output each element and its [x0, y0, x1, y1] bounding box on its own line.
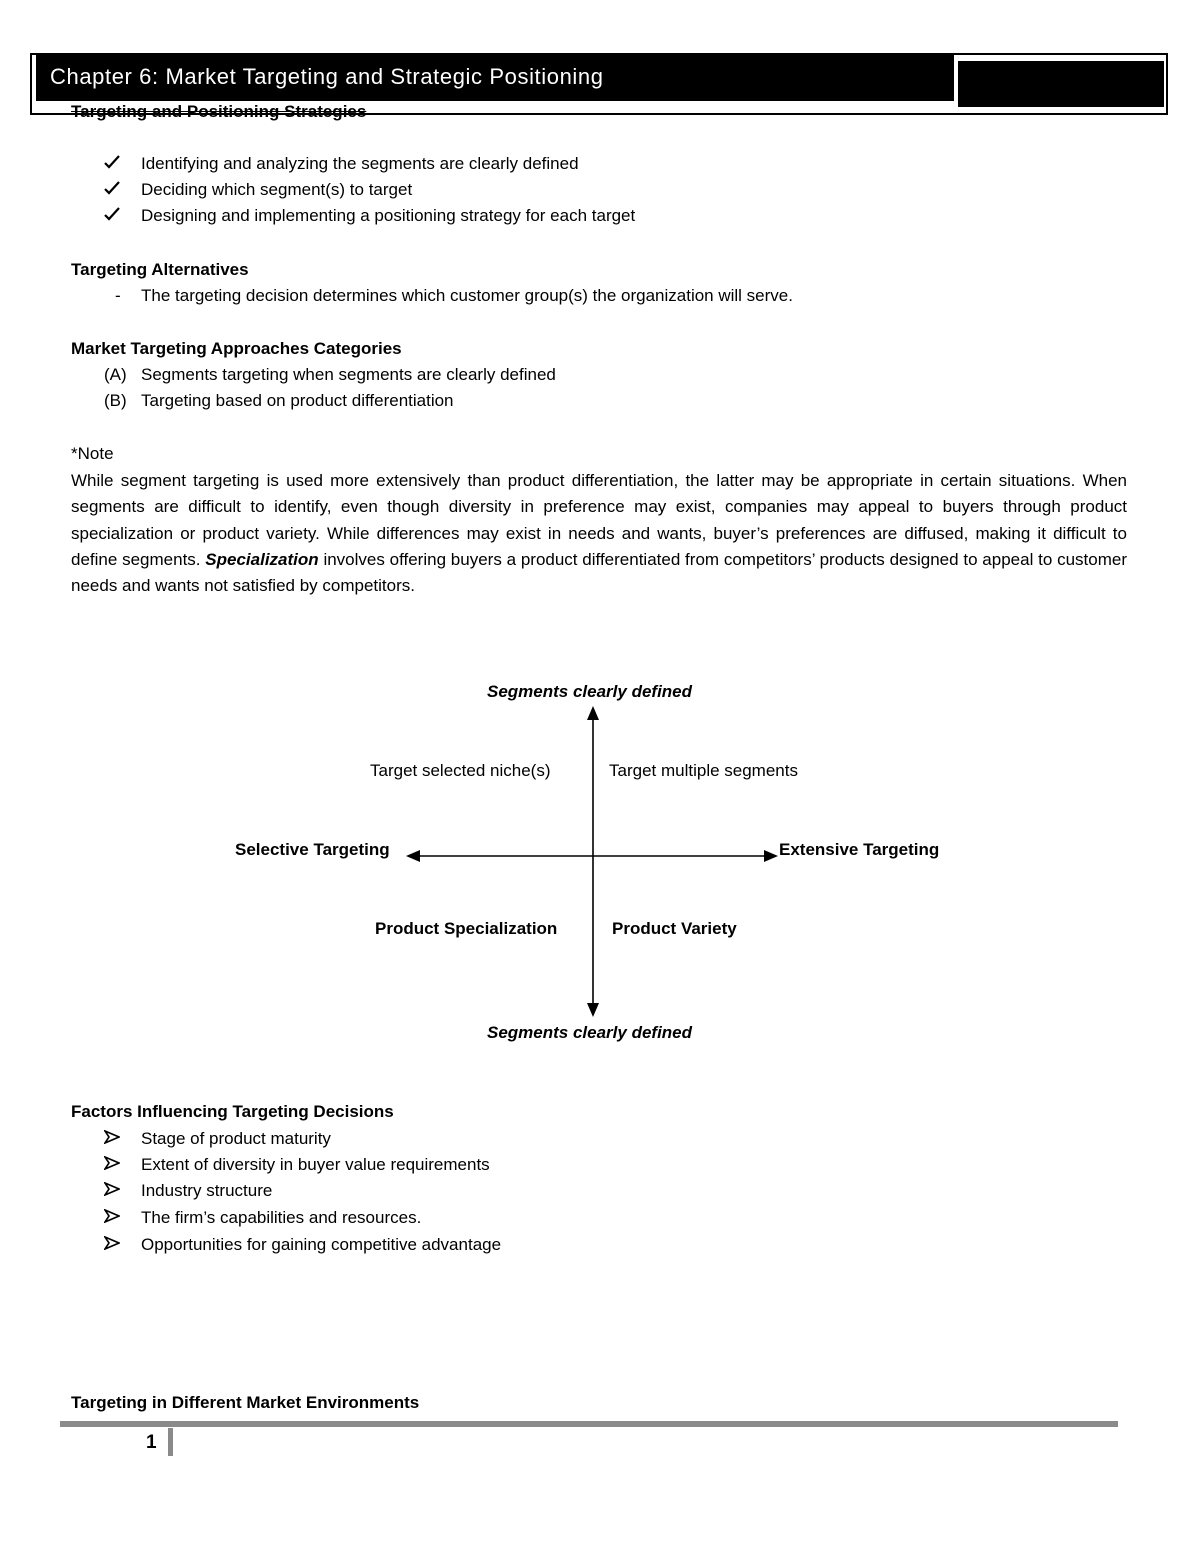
note-emphasis: Specialization	[205, 549, 319, 569]
list-item: The firm’s capabilities and resources.	[104, 1208, 421, 1228]
note-paragraph: While segment targeting is used more extensively than product differentiation, the latter may be appropriate in certain situations. When segments are difficult to identify, even though diversity in preference may exist, companies may appeal to buyers through product specialization or product variety. While differences may exist in needs and wants, buyer’s preferences are diffused, making it difficult to define segments. Specialization involves offering buyers a product differentiated from competitors’ products designed to appeal to customer needs and wants not satisfied by competitors.	[71, 471, 1127, 596]
quadrant-bottom-right: Product Variety	[612, 919, 737, 938]
check-icon	[104, 206, 141, 226]
quadrant-top-left: Target selected niche(s)	[370, 761, 551, 780]
check-icon	[104, 180, 141, 200]
section-title-environments: Targeting in Different Market Environments	[71, 1393, 420, 1412]
diagram-left-label: Selective Targeting	[235, 840, 390, 859]
list-item: Identifying and analyzing the segments are clearly defined	[104, 154, 579, 174]
list-item: Opportunities for gaining competitive advantage	[104, 1235, 501, 1255]
section-title-strategies: Targeting and Positioning Strategies	[71, 102, 367, 121]
header-right-box	[958, 61, 1164, 107]
page-title: Chapter 6: Market Targeting and Strategic Positioning	[50, 64, 604, 89]
arrowhead-bullet-icon	[104, 1181, 141, 1201]
quadrant-bottom-left: Product Specialization	[375, 919, 558, 938]
footer-rule	[60, 1421, 1118, 1427]
diagram-right-label: Extensive Targeting	[779, 840, 940, 859]
arrowhead-bullet-icon	[104, 1129, 141, 1149]
section-title-approaches: Market Targeting Approaches Categories	[71, 339, 402, 358]
axis-arrow-left-icon	[406, 850, 420, 862]
axis-arrow-right-icon	[764, 850, 778, 862]
list-item: Extent of diversity in buyer value requirements	[104, 1155, 490, 1175]
axis-arrow-up-icon	[587, 706, 599, 720]
list-item: (A) Segments targeting when segments are clearly defined	[104, 365, 556, 384]
list-item: (B) Targeting based on product differentiation	[104, 391, 454, 410]
arrowhead-bullet-icon	[104, 1155, 141, 1175]
section-title-alternatives: Targeting Alternatives	[71, 260, 249, 279]
diagram-bottom-label: Segments clearly defined	[487, 1023, 693, 1042]
page-number: 1	[146, 1432, 157, 1453]
axis-arrow-down-icon	[587, 1003, 599, 1017]
section-title-factors: Factors Influencing Targeting Decisions	[71, 1102, 394, 1121]
arrowhead-bullet-icon	[104, 1208, 141, 1228]
list-item: - The targeting decision determines which customer group(s) the organization will serve.	[115, 286, 793, 305]
check-icon	[104, 154, 141, 174]
note-label: *Note	[71, 444, 114, 463]
list-item: Designing and implementing a positioning strategy for each target	[104, 206, 635, 226]
list-item: Deciding which segment(s) to target	[104, 180, 412, 200]
diagram-top-label: Segments clearly defined	[487, 682, 693, 701]
list-item: Stage of product maturity	[104, 1129, 331, 1149]
arrowhead-bullet-icon	[104, 1235, 141, 1255]
page-number-bar	[168, 1428, 173, 1456]
quadrant-top-right: Target multiple segments	[609, 761, 798, 780]
list-item: Industry structure	[104, 1181, 272, 1201]
